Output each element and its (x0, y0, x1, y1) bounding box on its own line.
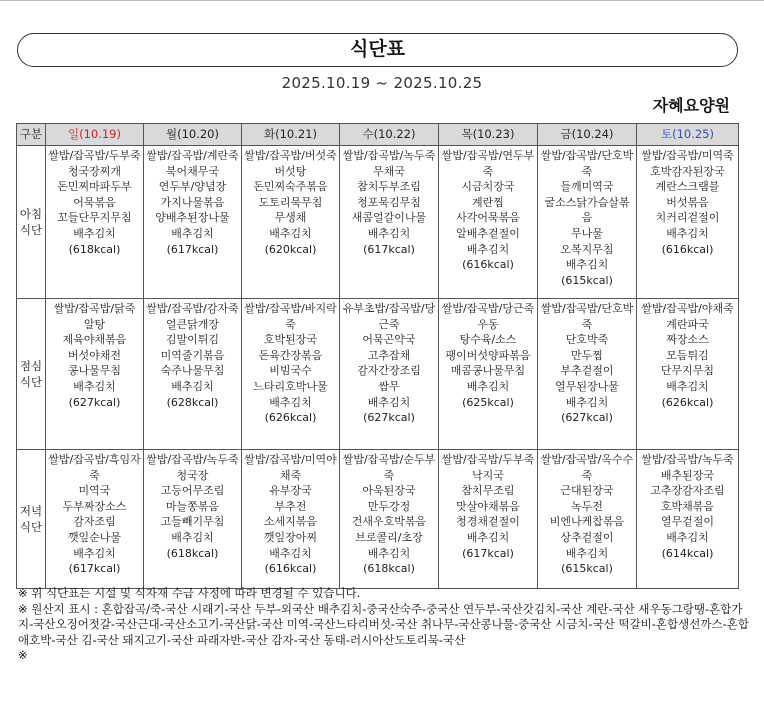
menu-item: 상추겉절이 (560, 530, 614, 544)
menu-item: 미역줄기볶음 (160, 348, 225, 362)
menu-item: 미역국 (78, 484, 111, 498)
menu-item: 양배추된장나물 (155, 211, 230, 225)
day-header: 목(10.23) (439, 124, 538, 146)
menu-item: 버섯야채전 (67, 348, 122, 362)
meal-row (17, 299, 739, 450)
menu-cell (242, 299, 340, 450)
menu-item: 계란파국 (666, 317, 709, 331)
menu-item: 무채국 (373, 164, 405, 178)
menu-cell (242, 450, 340, 589)
menu-item: 버섯탕 (274, 164, 307, 178)
menu-item: 시금치장국 (461, 180, 515, 194)
menu-cell (439, 146, 538, 299)
calorie-value: (627kcal) (68, 395, 121, 409)
meal-label-line: 식단 (19, 375, 43, 389)
calorie-value: (616kcal) (661, 242, 714, 256)
menu-item: 배추김치 (171, 226, 214, 240)
menu-item: 쌀밥/잡곡밥/미역죽 (641, 149, 734, 162)
menu-item: 청포묵김무침 (357, 195, 421, 209)
menu-item: 배추김치 (466, 379, 510, 393)
menu-item: 호박된장국 (263, 333, 318, 347)
menu-item: 브로콜리/초장 (355, 530, 423, 544)
menu-item: 배추김치 (666, 530, 709, 544)
menu-item: 쌀밥/잡곡밥/단호박죽 (540, 149, 634, 178)
menu-item: 우동 (477, 317, 499, 331)
menu-cell (46, 450, 144, 589)
menu-period: 2025.10.19 ~ 2025.10.25 (281, 74, 483, 92)
menu-item: 무나물 (571, 226, 603, 240)
menu-cell (439, 299, 538, 450)
menu-item: 쌀밥/잡곡밥/바지락죽 (244, 302, 337, 331)
menu-item: 고등어무조림 (160, 484, 225, 498)
menu-item: 맛살야채볶음 (456, 499, 520, 513)
menu-item: 배추김치 (565, 546, 609, 560)
menu-item: 어묵볶음 (73, 195, 116, 209)
menu-item: 비빔국수 (269, 364, 312, 378)
menu-item: 쌀밥/잡곡밥/연두부죽 (441, 149, 535, 178)
calorie-value: (614kcal) (661, 546, 714, 560)
menu-item: 배추김치 (466, 242, 510, 256)
menu-item: 호박감자된장국 (650, 164, 725, 178)
calorie-value: (620kcal) (264, 242, 317, 256)
menu-item: 쌀밥/잡곡밥/옥수수죽 (540, 453, 634, 482)
menu-item: 모듬튀김 (666, 348, 709, 362)
menu-item: 배추김치 (171, 379, 214, 393)
meal-row (17, 450, 739, 589)
menu-item: 쌀밥/잡곡밥/순두부죽 (342, 453, 436, 482)
menu-item: 무생채 (274, 211, 307, 225)
menu-item: 호박채볶음 (660, 499, 715, 513)
day-header: 화(10.21) (242, 124, 340, 146)
menu-item: 두부짜장소스 (62, 499, 127, 513)
day-header: 수(10.22) (340, 124, 439, 146)
menu-item: 배추김치 (565, 395, 609, 409)
menu-item: 배추김치 (73, 226, 116, 240)
menu-cell (340, 299, 439, 450)
menu-item: 만두강정 (367, 499, 411, 513)
menu-item: 쌀밥/잡곡밥/녹두죽 (342, 149, 436, 162)
menu-item: 배추김치 (666, 379, 709, 393)
menu-item: 배추김치 (565, 258, 609, 272)
menu-item: 건새우호박볶음 (351, 515, 427, 529)
meal-label-line: 식단 (19, 223, 43, 237)
menu-item: 쌀밥/잡곡밥/두부죽 (441, 453, 535, 466)
calorie-value: (628kcal) (166, 395, 219, 409)
calorie-value: (617kcal) (68, 562, 121, 576)
menu-cell (340, 450, 439, 589)
menu-cell (46, 146, 144, 299)
menu-item: 쌀밥/잡곡밥/두부죽 (48, 149, 141, 162)
menu-item: 계란찜 (472, 195, 504, 209)
menu-item: 배추김치 (367, 395, 411, 409)
calorie-value: (617kcal) (166, 242, 219, 256)
menu-item: 돈육간장볶음 (258, 348, 323, 362)
calorie-value: (616kcal) (462, 258, 514, 272)
menu-item: 유부장국 (269, 484, 312, 498)
menu-item: 제육야채볶음 (62, 333, 127, 347)
day-header: 월(10.20) (144, 124, 242, 146)
menu-item: 숙주나물무침 (160, 364, 225, 378)
menu-item: 배추김치 (171, 530, 214, 544)
menu-cell (538, 299, 637, 450)
menu-item: 청경채겉절이 (456, 515, 520, 529)
menu-cell (637, 450, 739, 589)
meal-label (17, 146, 46, 299)
menu-item: 쌀밥/잡곡밥/감자죽 (146, 302, 239, 315)
menu-cell (439, 450, 538, 589)
menu-item: 알탕 (83, 317, 106, 331)
menu-item: 굴소스닭가슴살볶음 (544, 195, 630, 225)
calorie-value: (616kcal) (264, 562, 317, 576)
menu-item: 오복지무침 (560, 242, 614, 256)
meal-label-line: 점심 (19, 359, 43, 373)
meal-label (17, 299, 46, 450)
menu-item: 감자조림 (73, 515, 116, 529)
menu-item: 참치두부조림 (357, 180, 421, 194)
menu-cell (144, 299, 242, 450)
calorie-value: (617kcal) (462, 546, 514, 560)
menu-item: 알배추겉절이 (456, 226, 520, 240)
menu-item: 연두부/양념장 (158, 180, 227, 194)
menu-item: 꼬들단무지무침 (57, 211, 132, 225)
calorie-value: (626kcal) (661, 395, 714, 409)
calorie-value: (627kcal) (363, 411, 415, 425)
facility-name: 자혜요양원 (652, 96, 730, 115)
meal-label-line: 저녁 (19, 504, 43, 518)
day-header: 일(10.19) (46, 124, 144, 146)
menu-item: 배추김치 (73, 379, 116, 393)
menu-item: 북어채무국 (165, 164, 220, 178)
calorie-value: (625kcal) (462, 395, 514, 409)
menu-cell (637, 146, 739, 299)
calorie-value: (618kcal) (363, 562, 415, 576)
menu-item: 쌀밥/잡곡밥/닭죽 (53, 302, 136, 315)
calorie-value: (627kcal) (561, 411, 613, 425)
menu-item: 느타리호박나물 (253, 379, 328, 393)
menu-item: 소세지볶음 (263, 515, 318, 529)
menu-item: 녹두전 (571, 499, 603, 513)
top-divider (0, 0, 764, 1)
menu-item: 비엔나케찹볶음 (549, 515, 625, 529)
menu-cell (46, 299, 144, 450)
menu-item: 어묵곤약국 (362, 333, 416, 347)
menu-item: 쌀밥/잡곡밥/당근죽 (441, 302, 535, 315)
menu-item: 새콤얼갈이나물 (351, 211, 427, 225)
menu-item: 김말이튀김 (165, 333, 220, 347)
menu-item: 고추잡채 (367, 348, 411, 362)
menu-item: 버섯볶음 (666, 195, 709, 209)
menu-item: 단호박죽 (565, 333, 609, 347)
menu-item: 열무겉절이 (660, 515, 715, 529)
menu-item: 배추김치 (367, 226, 411, 240)
menu-item: 근대된장국 (560, 484, 614, 498)
menu-item: 청국장 (176, 468, 209, 482)
menu-item: 매콤콩나물무침 (450, 364, 526, 378)
category-header: 구분 (17, 124, 46, 146)
calorie-value: (617kcal) (363, 242, 415, 256)
page-title: 식단표 (17, 33, 738, 67)
meal-label-line: 식단 (19, 520, 43, 534)
menu-item: 쌀밥/잡곡밥/단호박죽 (540, 302, 634, 331)
menu-item: 쌀밥/잡곡밥/버섯죽 (244, 149, 337, 162)
menu-item: 참치무조림 (461, 484, 515, 498)
menu-item: 배추김치 (367, 546, 411, 560)
menu-item: 감자간장조림 (357, 364, 421, 378)
menu-item: 깻잎순나물 (67, 530, 122, 544)
menu-item: 고추장감자조림 (650, 484, 725, 498)
menu-item: 탕수육/소스 (459, 333, 517, 347)
meal-plan-table (16, 123, 739, 589)
menu-item: 배추김치 (666, 226, 709, 240)
menu-item: 돈민찌마파두부 (57, 180, 132, 194)
menu-item: 쌈무 (378, 379, 400, 393)
menu-item: 마늘쫑볶음 (165, 499, 220, 513)
notes (18, 586, 753, 664)
menu-item: 쌀밥/잡곡밥/흑임자죽 (48, 453, 141, 482)
menu-item: 짜장소스 (666, 333, 709, 347)
calorie-value: (615kcal) (561, 273, 613, 287)
menu-item: 고들빼기무침 (160, 515, 225, 529)
menu-item: 콩나물무침 (67, 364, 122, 378)
meal-label (17, 450, 46, 589)
meal-label-line: 아침 (19, 207, 43, 221)
menu-item: 부추전 (274, 499, 307, 513)
menu-cell (144, 450, 242, 589)
menu-cell (538, 146, 637, 299)
menu-item: 배추김치 (269, 546, 312, 560)
menu-item: 가지나물볶음 (160, 195, 225, 209)
menu-item: 돈민찌숙주볶음 (253, 180, 328, 194)
menu-item: 유부초밥/잡곡밥/당근죽 (342, 302, 436, 331)
menu-item: 사각어묵볶음 (456, 211, 520, 225)
menu-item: 쌀밥/잡곡밥/계란죽 (146, 149, 239, 162)
menu-cell (242, 146, 340, 299)
menu-item: 얼큰닭개장 (165, 317, 220, 331)
menu-item: 쌀밥/잡곡밥/녹두죽 (641, 453, 734, 466)
menu-item: 배추김치 (466, 530, 510, 544)
menu-item: 단무지무침 (660, 364, 715, 378)
menu-item: 쌀밥/잡곡밥/녹두죽 (146, 453, 239, 466)
note-line: ※ (18, 648, 28, 663)
day-header: 금(10.24) (538, 124, 637, 146)
menu-item: 쌀밥/잡곡밥/야채죽 (641, 302, 734, 315)
calorie-value: (615kcal) (561, 562, 613, 576)
calorie-value: (626kcal) (264, 411, 317, 425)
menu-item: 쌀밥/잡곡밥/미역야채죽 (244, 453, 337, 482)
menu-cell (144, 146, 242, 299)
calorie-value: (618kcal) (166, 546, 219, 560)
menu-item: 깻잎장아찌 (263, 530, 318, 544)
menu-cell (637, 299, 739, 450)
menu-item: 배추김치 (269, 226, 312, 240)
menu-cell (538, 450, 637, 589)
menu-item: 들깨미역국 (560, 180, 614, 194)
menu-item: 아욱된장국 (362, 484, 416, 498)
menu-cell (340, 146, 439, 299)
meal-row (17, 146, 739, 299)
note-line: ※ 위 식단표는 시설 및 식자재 수급 사정에 따라 변경될 수 있습니다. (18, 586, 361, 600)
menu-item: 배추김치 (269, 395, 312, 409)
day-header: 토(10.25) (637, 124, 739, 146)
table-header-row (17, 124, 739, 146)
calorie-value: (618kcal) (68, 242, 121, 256)
menu-item: 낙지국 (472, 468, 504, 482)
menu-item: 배추된장국 (660, 468, 715, 482)
menu-item: 부추겉절이 (560, 364, 614, 378)
menu-item: 열무된장나물 (555, 379, 619, 393)
note-line: ※ 원산지 표시 : 혼합잡곡/죽-국산 시래기-국산 두부-외국산 배추김치-중국산숙주-중국산 연두부-국산갓김치-국산 계란-국산 새우동그랑땡-혼합가지-국산오징어젓갈-국산근대-국산소고기-국산닭-국산 미역-국산느타리버섯-국산 취나무-국산콩나물-중국산 시금치-국산 떡갈비-혼합생선까스-혼합애호박-국산 김-국산 돼지고기-국산 파래자반-국산 감자-국산 동태-러시아산도토리묵-국산 (18, 601, 749, 647)
menu-item: 팽이버섯양파볶음 (445, 348, 531, 362)
menu-item: 청국장찌개 (67, 164, 122, 178)
menu-item: 치커리겉절이 (655, 211, 720, 225)
menu-item: 도토리묵무침 (258, 195, 323, 209)
menu-item: 계란스크램블 (655, 180, 720, 194)
menu-item: 배추김치 (73, 546, 116, 560)
menu-item: 만두찜 (571, 348, 603, 362)
